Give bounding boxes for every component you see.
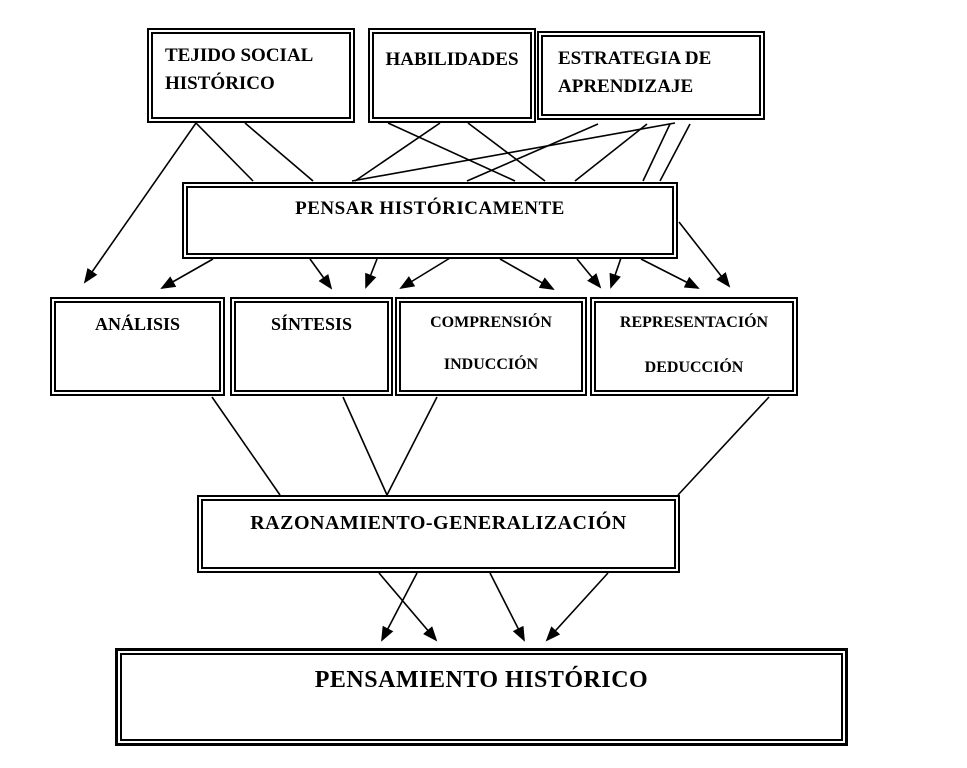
edge-habilidades-to-pensar (355, 123, 440, 181)
edge-pensar-to-sintesis (401, 258, 450, 288)
edge-habilidades-to-pensar (388, 123, 515, 181)
edge-razonamiento-to-pensamiento (379, 573, 436, 640)
edge-estrategia-to-pensar (575, 124, 647, 181)
node-label: PENSAR HISTÓRICAMENTE (295, 198, 565, 219)
edge-tejido-to-pensar (196, 123, 253, 181)
edge-pensar-to-sintesis (310, 259, 331, 288)
node-label: DEDUCCIÓN (644, 359, 744, 376)
node-label: INDUCCIÓN (443, 356, 539, 373)
node-tejido-social-historico (147, 28, 355, 123)
node-label: APRENDIZAJE (558, 76, 694, 97)
edge-comprension-to-razonamiento (387, 397, 437, 495)
node-estrategia-de-aprendizaje-body (541, 35, 761, 116)
node-label: ESTRATEGIA DE (558, 48, 712, 69)
node-sintesis (230, 297, 393, 396)
node-label: RAZONAMIENTO-GENERALIZACIÓN (250, 512, 627, 534)
node-razonamiento-generalizacion (197, 495, 680, 573)
node-habilidades (368, 28, 536, 123)
node-label: SÍNTESIS (270, 314, 353, 334)
edge-estrategia-to-pensar (352, 123, 675, 181)
node-pensar-historicamente (182, 182, 678, 259)
node-pensar-historicamente-body (186, 186, 674, 255)
edge-pensar-to-analisis (162, 259, 213, 288)
node-razonamiento-generalizacion-body (201, 499, 676, 569)
edge-pensar-to-representacion (641, 259, 698, 288)
node-comprension-induccion (395, 297, 587, 396)
node-tejido-social-historico-body (151, 32, 351, 119)
node-label: PENSAMIENTO HISTÓRICO (314, 667, 649, 693)
edge-representacion-to-razonamiento (678, 397, 769, 495)
node-analisis (50, 297, 225, 396)
edge-razonamiento-to-pensamiento (382, 573, 417, 640)
node-label: HABILIDADES (385, 49, 519, 70)
node-estrategia-de-aprendizaje (537, 31, 765, 120)
edge-pensar-to-representacion (679, 222, 729, 286)
node-label: TEJIDO SOCIAL (165, 45, 314, 66)
edge-pensar-to-comprension (500, 259, 553, 289)
node-label: ANÁLISIS (94, 314, 181, 334)
node-label: COMPRENSIÓN (430, 314, 552, 331)
node-habilidades-body (372, 32, 532, 119)
node-representacion-deduccion (590, 297, 798, 396)
edge-razonamiento-to-pensamiento (547, 573, 608, 640)
edge-razonamiento-to-pensamiento (490, 573, 524, 640)
edge-habilidades-to-pensar (468, 123, 545, 181)
node-sintesis-body (234, 301, 389, 392)
edge-tejido-to-analisis (85, 123, 196, 282)
edge-estrategia-to-pensar (660, 124, 690, 181)
edge-estrategia-to-pensar (643, 124, 670, 181)
edge-tejido-to-pensar (245, 123, 313, 181)
node-pensamiento-historico-body (120, 653, 843, 741)
node-comprension-induccion-body (399, 301, 583, 392)
node-label: REPRESENTACIÓN (619, 314, 769, 331)
edge-pensar-to-representacion (611, 258, 621, 287)
edge-analisis-to-razonamiento (212, 397, 280, 495)
node-pensamiento-historico (115, 648, 848, 746)
edge-pensar-to-sintesis (366, 259, 377, 287)
edge-estrategia-to-pensar (467, 124, 598, 181)
edge-pensar-to-comprension (577, 259, 600, 287)
node-label: HISTÓRICO (165, 73, 275, 94)
node-analisis-body (54, 301, 221, 392)
edge-sintesis-to-razonamiento (343, 397, 387, 495)
node-representacion-deduccion-body (594, 301, 794, 392)
